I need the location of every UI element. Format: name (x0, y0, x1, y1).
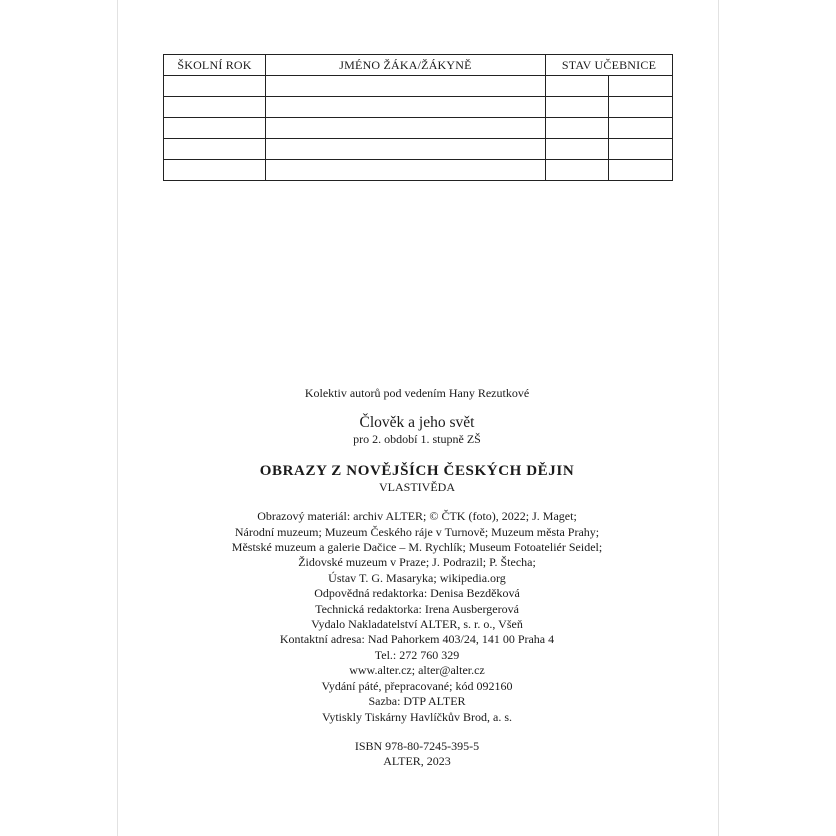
web-email-line: www.alter.cz; alter@alter.cz (349, 663, 485, 678)
table-cell (546, 139, 609, 160)
credit-line: Městské muzeum a galerie Dačice – M. Rychlík; Museum Fotoateliér Seidel; (231, 540, 603, 555)
header-school-year: ŠKOLNÍ ROK (164, 55, 266, 76)
table-cell (266, 139, 546, 160)
table-cell (164, 160, 266, 181)
registry-header-row (164, 55, 673, 76)
table-cell (266, 97, 546, 118)
colophon (117, 386, 717, 770)
table-cell (164, 76, 266, 97)
table-row (164, 76, 673, 97)
table-cell (546, 118, 609, 139)
editor-line: Odpovědná redaktorka: Denisa Bezděková (314, 586, 520, 601)
table-cell (609, 76, 673, 97)
phone-line: Tel.: 272 760 329 (374, 647, 460, 662)
contact-address-line: Kontaktní adresa: Nad Pahorkem 403/24, 141 00 Praha 4 (279, 632, 555, 647)
table-cell (164, 118, 266, 139)
table-cell (546, 97, 609, 118)
table-cell (546, 160, 609, 181)
authors-line: Kolektiv autorů pod vedením Hany Rezutkové (304, 386, 530, 400)
table-row (164, 139, 673, 160)
table-cell (266, 76, 546, 97)
series-subtitle: pro 2. období 1. stupně ZŠ (353, 432, 481, 447)
credits-block (117, 509, 717, 725)
table-row (164, 97, 673, 118)
technical-editor-line: Technická redaktorka: Irena Ausbergerová (315, 601, 519, 616)
book-title: OBRAZY Z NOVĚJŠÍCH ČESKÝCH DĚJIN (259, 462, 575, 479)
table-cell (609, 139, 673, 160)
table-cell (164, 139, 266, 160)
credit-line: Židovské muzeum v Praze; J. Podrazil; P. Štecha; (298, 555, 536, 570)
imprint-line: ALTER, 2023 (383, 754, 451, 769)
credit-line: Obrazový materiál: archiv ALTER; © ČTK (foto), 2022; J. Maget; (257, 509, 577, 524)
table-row (164, 118, 673, 139)
book-subject: VLASTIVĚDA (379, 479, 455, 494)
table-cell (266, 160, 546, 181)
table-row (164, 160, 673, 181)
header-student-name: JMÉNO ŽÁKA/ŽÁKYNĚ (266, 55, 546, 76)
table-cell (609, 97, 673, 118)
isbn-line: ISBN 978-80-7245-395-5 (354, 738, 480, 753)
table-cell (609, 118, 673, 139)
printer-line: Vytiskly Tiskárny Havlíčkův Brod, a. s. (321, 709, 512, 724)
table-cell (164, 97, 266, 118)
credit-line: Národní muzeum; Muzeum Českého ráje v Turnově; Muzeum města Prahy; (234, 524, 600, 539)
typesetting-line: Sazba: DTP ALTER (368, 694, 466, 709)
edition-line: Vydání páté, přepracované; kód 092160 (321, 678, 513, 693)
textbook-registry-table (163, 54, 673, 181)
table-cell (609, 160, 673, 181)
header-book-condition: STAV UČEBNICE (546, 55, 673, 76)
credit-line: Ústav T. G. Masaryka; wikipedia.org (328, 570, 506, 585)
publisher-line: Vydalo Nakladatelství ALTER, s. r. o., Všeň (311, 617, 523, 632)
table-cell (546, 76, 609, 97)
series-title: Člověk a jeho svět (359, 414, 475, 432)
table-cell (266, 118, 546, 139)
